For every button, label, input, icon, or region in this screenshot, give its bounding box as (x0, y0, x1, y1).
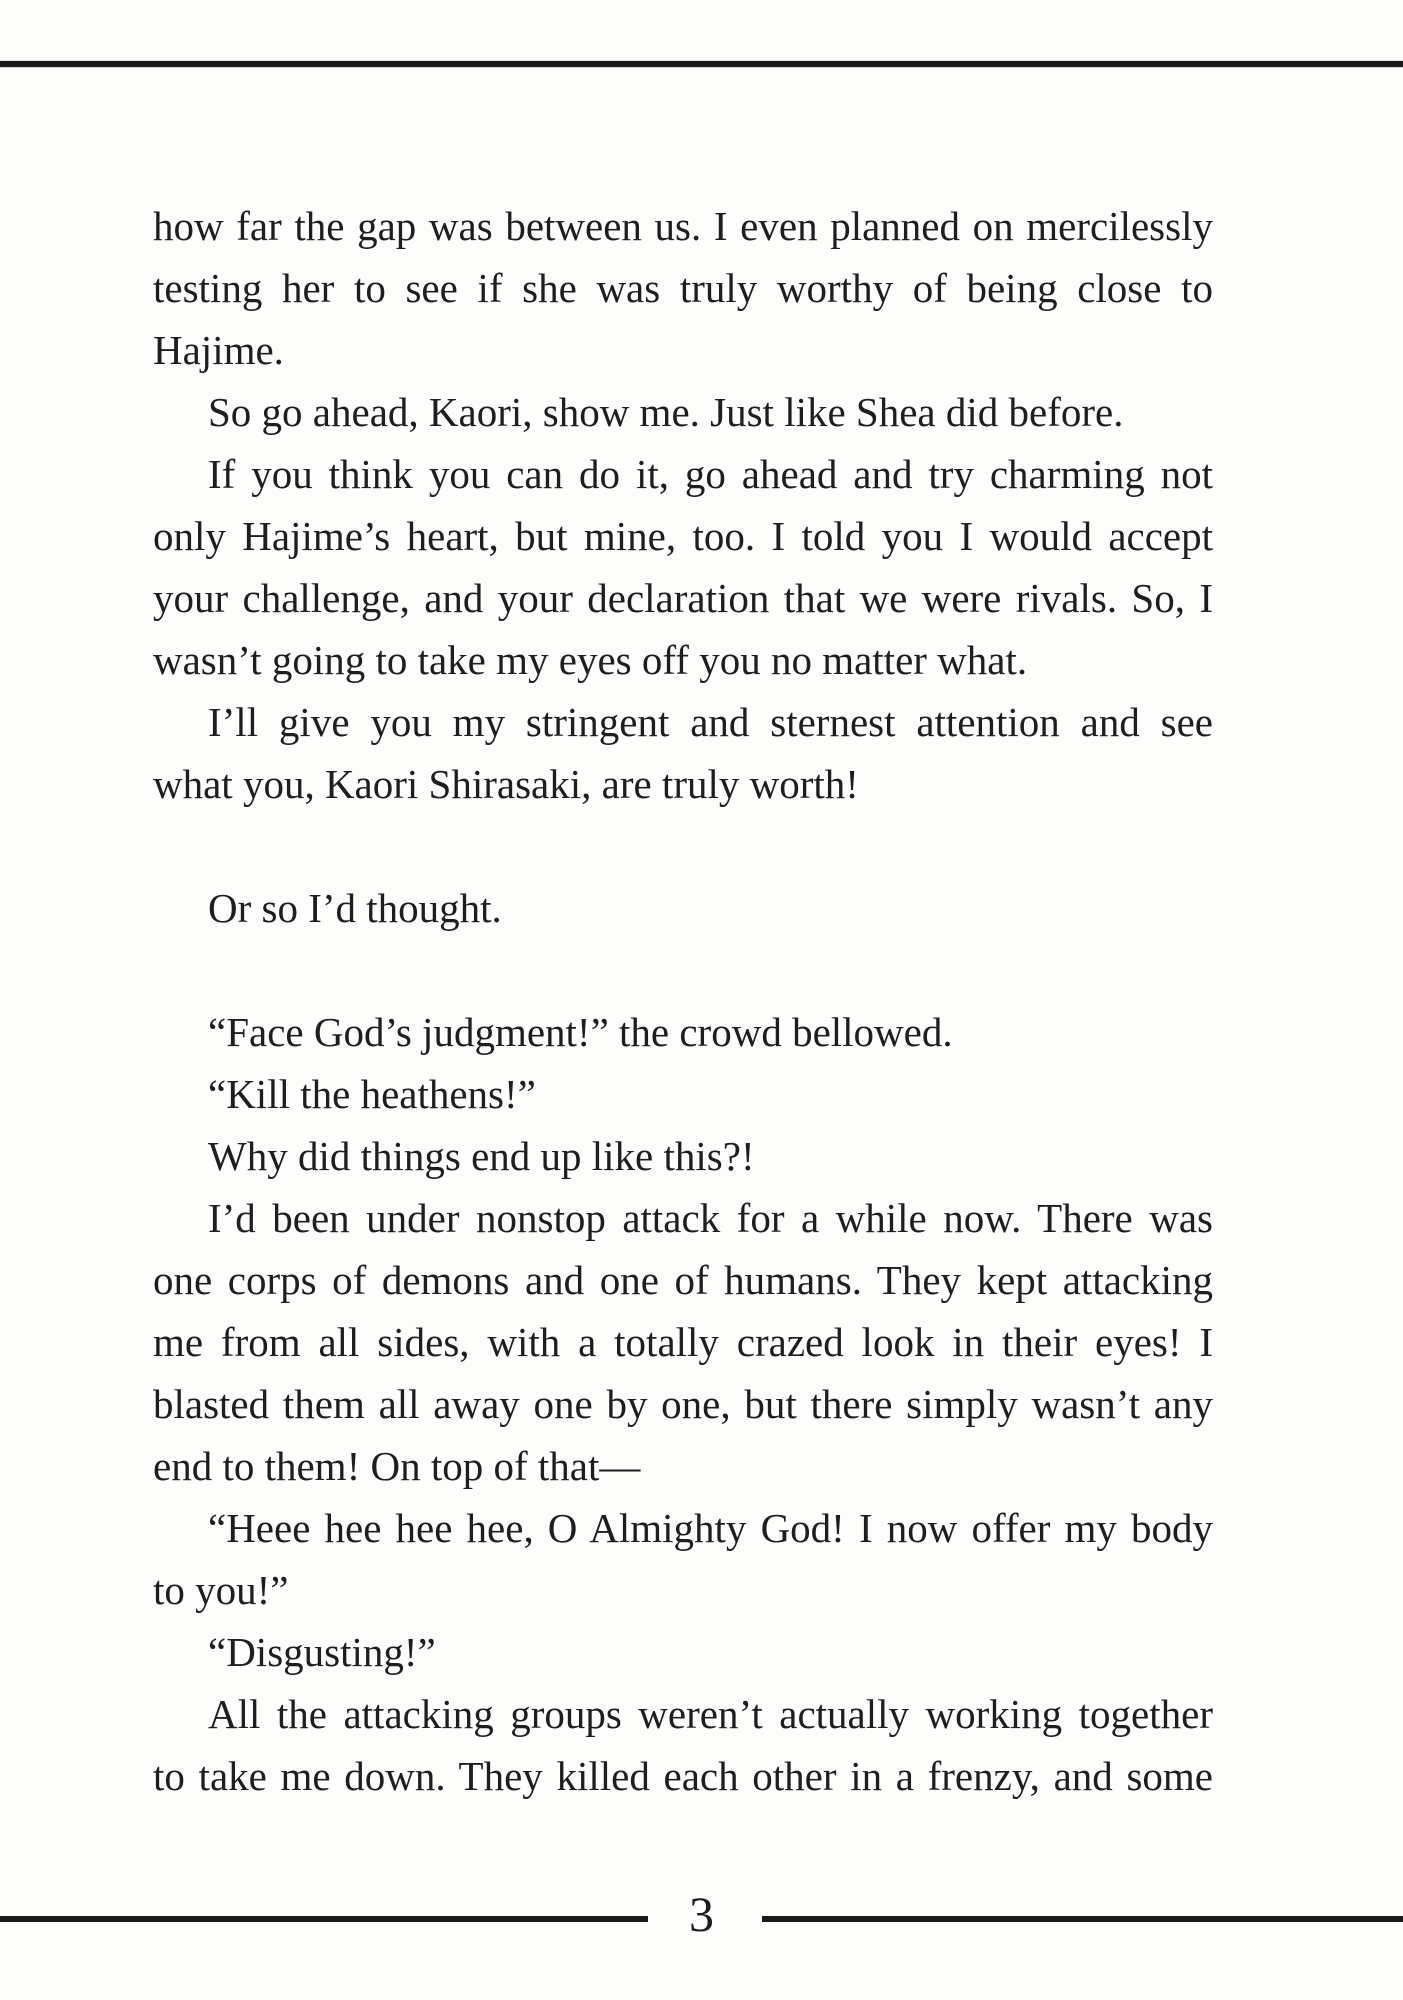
body-text (153, 195, 1213, 1807)
body-text-line: one corps of demons and one of humans. They kept attacking (153, 1257, 1213, 1303)
body-text-line: testing her to see if she was truly worthy of being close to (153, 265, 1213, 311)
page-number: 3 (689, 1886, 714, 1942)
body-text-line: Hajime. (153, 327, 284, 373)
body-text-line: I’ll give you my stringent and sternest attention and see (208, 699, 1213, 745)
body-text-line: So go ahead, Kaori, show me. Just like Shea did before. (208, 389, 1124, 435)
body-text-line: your challenge, and your declaration that we were rivals. So, I (153, 575, 1213, 621)
body-text-line: “Face God’s judgment!” the crowd bellowed. (208, 1009, 953, 1055)
body-text-line: Or so I’d thought. (208, 885, 502, 931)
body-text-line: how far the gap was between us. I even planned on mercilessly (153, 203, 1213, 249)
body-text-line: Why did things end up like this?! (208, 1133, 755, 1179)
body-text-line: “Disgusting!” (208, 1629, 436, 1675)
body-text-line: to you!” (153, 1567, 289, 1613)
header-rule (0, 61, 1403, 67)
body-text-line: what you, Kaori Shirasaki, are truly worth! (153, 761, 859, 807)
body-text-line: “Kill the heathens!” (208, 1071, 536, 1117)
footer-rule-right (762, 1916, 1403, 1922)
body-text-line: “Heee hee hee hee, O Almighty God! I now offer my body (208, 1505, 1213, 1551)
body-text-line: only Hajime’s heart, but mine, too. I told you I would accept (153, 513, 1213, 559)
body-text-line: blasted them all away one by one, but there simply wasn’t any (153, 1381, 1213, 1427)
body-text-line: end to them! On top of that— (153, 1443, 641, 1489)
body-text-line: If you think you can do it, go ahead and try charming not (208, 451, 1213, 497)
body-text-line: wasn’t going to take my eyes off you no matter what. (153, 637, 1028, 683)
body-text-line: me from all sides, with a totally crazed look in their eyes! I (153, 1319, 1213, 1365)
body-text-line: to take me down. They killed each other in a frenzy, and some (153, 1753, 1213, 1799)
body-text-line: All the attacking groups weren’t actually working together (208, 1691, 1213, 1737)
body-text-line: I’d been under nonstop attack for a while now. There was (208, 1195, 1213, 1241)
